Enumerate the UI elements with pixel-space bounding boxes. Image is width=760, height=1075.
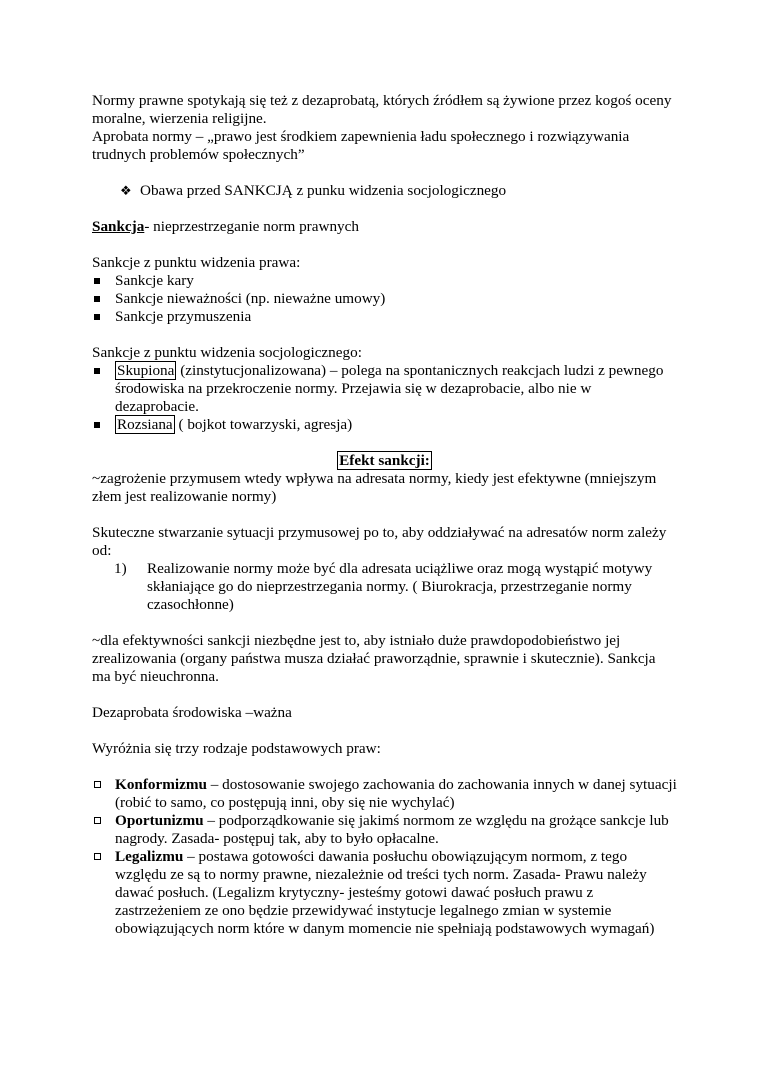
paragraph-dezaprobata-intro: Normy prawne spotykają się też z dezaprobatą, których źródłem są żywione przez kogoś oceny moralne, wierzenia religijne.: [92, 92, 672, 127]
bullet-item-obawa: ❖ Obawa przed SANKCJĄ z punku widzenia socjologicznego: [120, 182, 507, 199]
open-square-bullet-icon: [94, 853, 101, 860]
paragraph-aprobata: Aprobata normy – „prawo jest środkiem zapewnienia ładu społecznego i rozwiązywania trudnych problemów społecznych”: [92, 128, 630, 163]
list-item: Sankcje przymuszenia: [92, 308, 677, 326]
boxed-term: Skupiona: [117, 362, 175, 379]
paragraph-wyroznia: Wyróżnia się trzy rodzaje podstawowych praw:: [92, 740, 381, 757]
numbered-item: 1) Realizowanie normy może być dla adresata uciążliwe oraz mogą wystąpić motywy skłaniające go do nieprzestrzegania normy. ( Biurokracja, przestrzeganie normy czasochłonne): [114, 560, 653, 613]
heading-efekt-sankcji: Efekt sankcji:: [339, 452, 430, 469]
sankcja-term: Sankcja: [92, 218, 145, 235]
square-bullet-icon: [94, 296, 100, 302]
square-bullet-icon: [94, 278, 100, 284]
list-item: Sankcje nieważności (np. nieważne umowy): [92, 290, 677, 308]
paragraph-dezaprobata: Dezaprobata środowiska –ważna: [92, 704, 292, 721]
paragraph-skuteczne: Skuteczne stwarzanie sytuacji przymusowej po to, aby oddziaływać na adresatów norm zależy od:: [92, 524, 667, 559]
square-bullet-icon: [94, 368, 100, 374]
open-square-bullet-icon: [94, 781, 101, 788]
list-rodzaje-praw: [92, 776, 677, 938]
heading-sankcje-socjologiczne: Sankcje z punktu widzenia socjologicznego:: [92, 344, 362, 361]
list-item: Konformizmu – dostosowanie swojego zachowania do zachowania innych w danej sytuacji (robić to samo, co postępują inni, oby się nie wychylać): [92, 776, 677, 812]
list-item: Sankcje kary: [92, 272, 677, 290]
list-item: Legalizmu – postawa gotowości dawania posłuchu obowiązującym normom, z tego względu ze są to normy prawne, niezależnie od treści tych norm. Zasada- Prawu należy dawać posłuch. (Legalizm krytyczny- jesteśmy gotowi dawać posłuch prawu z zastrzeżeniem ze ono będzie przewidywać instytucje legalnego zmian w systemie obowiązujących norm które w danym momencie nie spełniają podstawowych wymagań): [92, 848, 677, 938]
list-item: Rozsiana ( bojkot towarzyski, agresja): [92, 416, 677, 434]
list-sankcje-prawa: [92, 272, 677, 326]
paragraph-sankcja-definition: Sankcja- nieprzestrzeganie norm prawnych: [92, 218, 359, 235]
square-bullet-icon: [94, 422, 100, 428]
open-square-bullet-icon: [94, 817, 101, 824]
paragraph-efektywnosc: ~dla efektywności sankcji niezbędne jest to, aby istniało duże prawdopodobieństwo jej zrealizowania (organy państwa musza działać praworządnie, sprawnie i skutecznie). Sankcja ma być nieuchronna.: [92, 632, 656, 685]
paragraph-efekt: ~zagrożenie przymusem wtedy wpływa na adresata normy, kiedy jest efektywne (mniejszym złem jest realizowanie normy): [92, 470, 657, 505]
item-number: 1): [114, 560, 127, 577]
boxed-term: Rozsiana: [117, 416, 173, 433]
diamond-bullet-icon: ❖: [120, 183, 132, 198]
list-item: Oportunizmu – podporządkowanie się jakimś normom ze względu na grożące sankcje lub nagrody. Zasada- postępuj tak, aby to było opłacalne.: [92, 812, 677, 848]
document-page: [92, 92, 677, 938]
list-item: Skupiona (zinstytucjonalizowana) – polega na spontanicznych reakcjach ludzi z pewnego środowiska na przekroczenie normy. Przejawia się w dezaprobacie, albo nie w dezaprobacie.: [92, 362, 677, 416]
list-sankcje-socjologiczne: [92, 362, 677, 434]
square-bullet-icon: [94, 314, 100, 320]
heading-sankcje-prawa: Sankcje z punktu widzenia prawa:: [92, 254, 301, 271]
